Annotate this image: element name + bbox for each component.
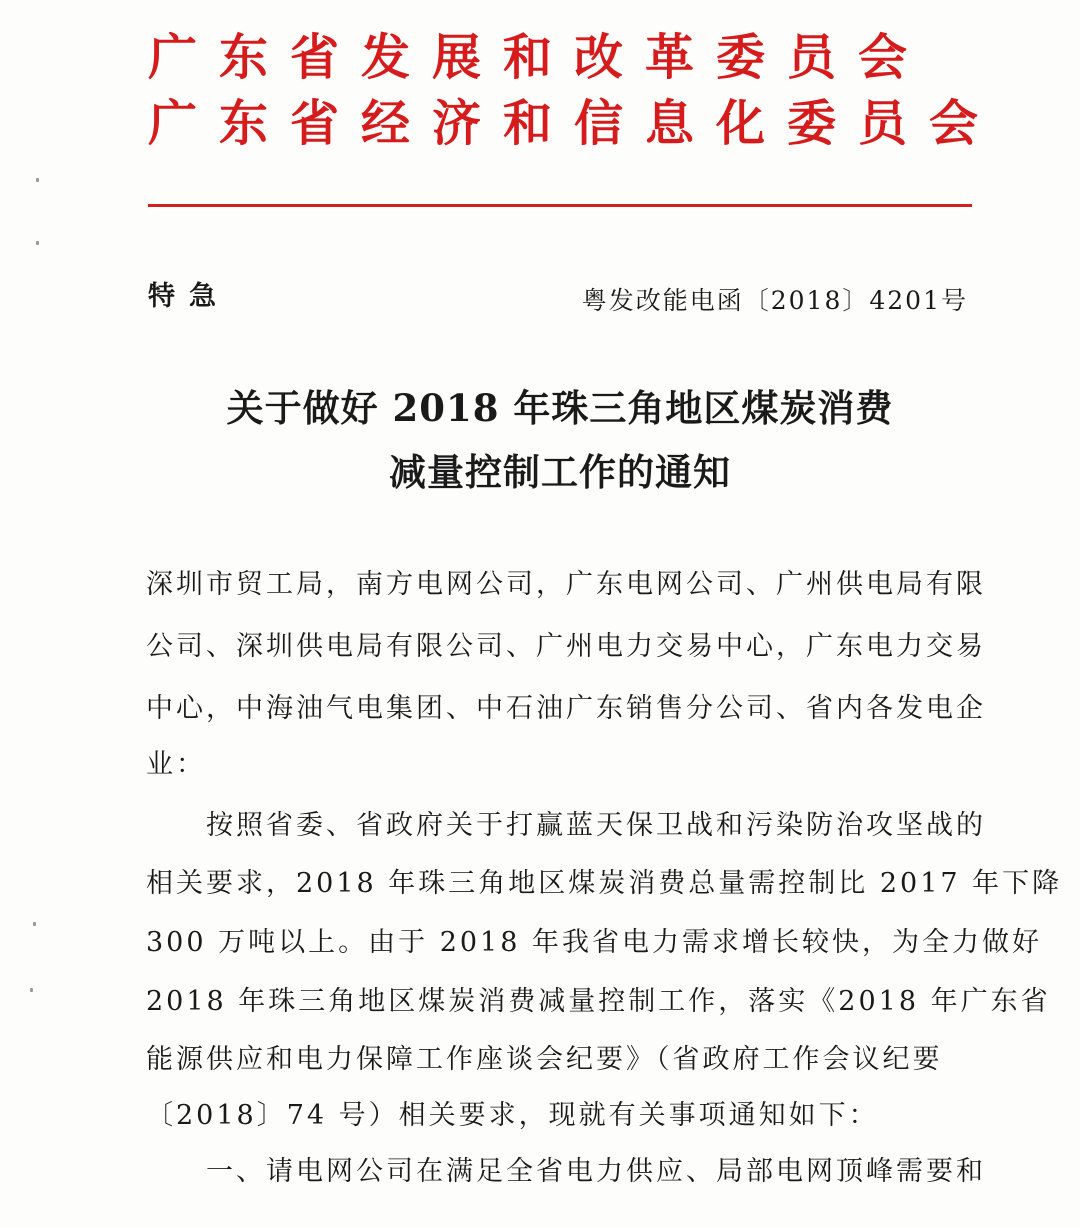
scan-speck xyxy=(30,988,33,992)
header-divider xyxy=(148,204,972,207)
issuer-name-2: 广东省经济和信息化委员会 xyxy=(148,95,1001,152)
document-number: 粤发改能电函〔2018〕4201号 xyxy=(581,286,968,315)
recipients-line: 业： xyxy=(146,749,206,780)
recipients-line: 中心，中海油气电集团、中石油广东销售分公司、省内各发电企 xyxy=(146,693,986,724)
urgency-label: 特急 xyxy=(148,281,230,312)
body-line: 按照省委、省政府关于打赢蓝天保卫战和污染防治攻坚战的 xyxy=(146,810,986,841)
body-line: 一、请电网公司在满足全省电力供应、局部电网顶峰需要和 xyxy=(146,1156,986,1187)
recipients-line: 公司、深圳供电局有限公司、广州电力交易中心，广东电力交易 xyxy=(146,631,986,662)
scan-speck xyxy=(36,241,39,245)
body-line: 相关要求，2018 年珠三角地区煤炭消费总量需控制比 2017 年下降 xyxy=(146,868,1063,899)
body-line: 300 万吨以上。由于 2018 年我省电力需求增长较快，为全力做好 xyxy=(146,927,1042,958)
scan-speck xyxy=(33,922,36,926)
body-line: 〔2018〕74 号）相关要求，现就有关事项通知如下： xyxy=(146,1100,879,1131)
recipients-line: 深圳市贸工局，南方电网公司，广东电网公司、广州供电局有限 xyxy=(146,569,986,600)
body-line: 能源供应和电力保障工作座谈会纪要》（省政府工作会议纪要 xyxy=(146,1044,943,1075)
body-line: 2018 年珠三角地区煤炭消费减量控制工作，落实《2018 年广东省 xyxy=(146,986,1051,1017)
scan-speck xyxy=(36,178,39,182)
issuer-name-1: 广东省发展和改革委员会 xyxy=(148,29,930,86)
document-title-line-2: 减量控制工作的通知 xyxy=(389,450,731,494)
document-title-line-1: 关于做好 2018 年珠三角地区煤炭消费 xyxy=(226,386,894,430)
